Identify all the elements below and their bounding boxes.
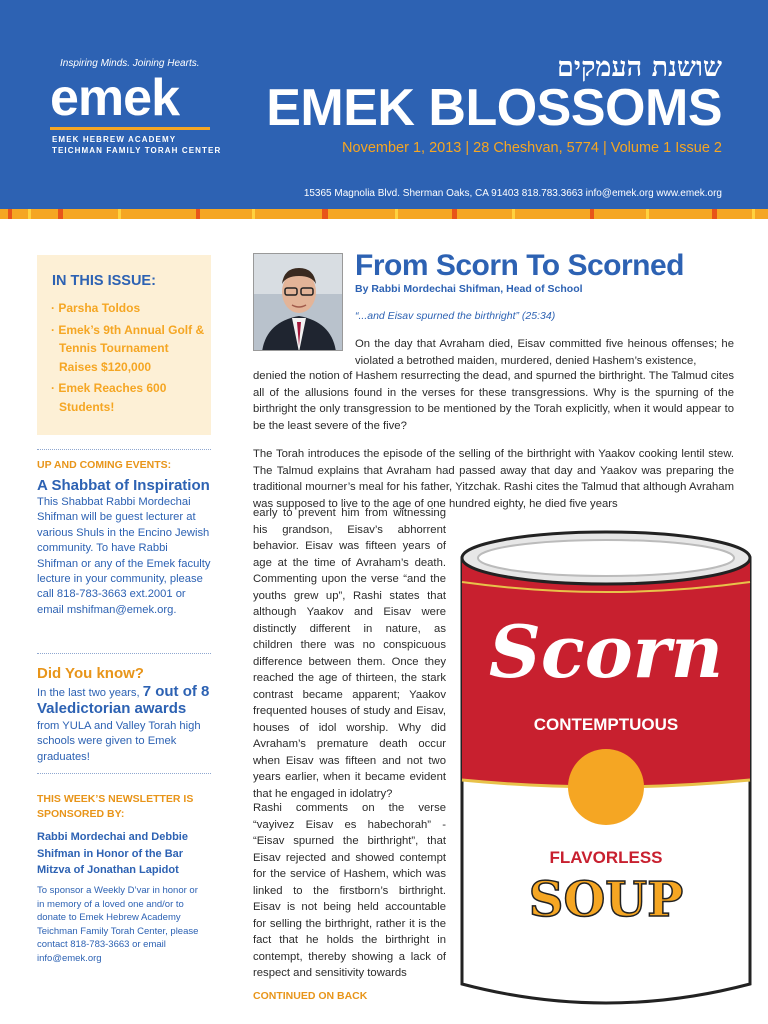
did-you-know-heading: Did You know? bbox=[37, 665, 144, 682]
issue-item: · Emek Reaches 600 Students! bbox=[51, 381, 167, 414]
logo-divider bbox=[50, 127, 210, 130]
stripe-accent bbox=[58, 209, 63, 219]
stripe-accent bbox=[590, 209, 594, 219]
issue-item: · Parsha Toldos bbox=[51, 301, 141, 315]
stripe-accent bbox=[8, 209, 12, 219]
stripe-accent bbox=[712, 209, 717, 219]
stripe-accent bbox=[118, 209, 121, 219]
stripe-accent bbox=[395, 209, 398, 219]
decorative-stripe bbox=[0, 209, 768, 219]
can-lid-inner bbox=[478, 540, 734, 576]
stripe-accent bbox=[252, 209, 255, 219]
did-you-know-rest: from YULA and Valley Torah high schools were given to Emek graduates! bbox=[37, 719, 201, 763]
sponsor-label: THIS WEEK’S NEWSLETTER IS SPONSORED BY: bbox=[37, 793, 194, 820]
stripe-accent bbox=[196, 209, 200, 219]
emek-logo: emek bbox=[50, 69, 179, 127]
article-paragraph: The Torah introduces the episode of the selling of the birthright with Yaakov cooking lentil stew. The Talmud explains that Avraham had passed away that day and Yaakov was preparing the traditional mourner’s meal for his father, Yitzchak. Rashi cites the Talmud that although Avraham was supposed to live to the age of one hundred eighty, he died five years bbox=[253, 448, 734, 510]
can-medallion bbox=[568, 749, 644, 825]
newsletter-title: EMEK BLOSSOMS bbox=[266, 79, 722, 137]
issue-date-line: November 1, 2013 | 28 Cheshvan, 5774 | Volume 1 Issue 2 bbox=[342, 140, 722, 156]
author-portrait-image bbox=[254, 254, 343, 351]
stripe-accent bbox=[322, 209, 328, 219]
sponsor-info: To sponsor a Weekly D’var in honor or in memory of a loved one and/or to donate to Emek Hebrew Academy Teichman Family Torah Center, please contact 818-783-3663 or email info@emek.org bbox=[37, 885, 199, 964]
masthead-banner bbox=[0, 0, 768, 210]
sidebar-divider bbox=[37, 653, 211, 654]
author-photo bbox=[253, 253, 343, 351]
stripe-accent bbox=[512, 209, 515, 219]
stripe-accent bbox=[752, 209, 755, 219]
issue-item: · Emek’s 9th Annual Golf & Tennis Tournament Raises $120,000 bbox=[51, 322, 205, 374]
events-text: This Shabbat Rabbi Mordechai Shifman will be guest lecturer at various Shuls in the Encino Jewish community. To have Rabbi Shifman or any of the Emek faculty lecture in your community, please call 818-783-3663 ext.2001 or email mshifman@emek.org. bbox=[37, 496, 211, 616]
can-flavor: FLAVORLESS bbox=[549, 848, 663, 867]
article-epigraph: “...and Eisav spurned the birthright” (25:34) bbox=[355, 310, 556, 322]
article-title: From Scorn To Scorned bbox=[355, 249, 684, 282]
events-heading: A Shabbat of Inspiration bbox=[37, 477, 210, 494]
can-subtitle: CONTEMPTUOUS bbox=[533, 715, 679, 734]
sidebar-divider bbox=[37, 449, 211, 450]
in-this-issue-list bbox=[51, 299, 207, 419]
sidebar-divider bbox=[37, 773, 211, 774]
stripe-accent bbox=[28, 209, 31, 219]
article-byline: By Rabbi Mordechai Shifman, Head of School bbox=[355, 283, 583, 295]
article-paragraph: early to prevent him from witnessing his grandson, Eisav’s abhorrent behavior. Eisav was fifteen years of age at the time of Avraham’s death. Commenting upon the verse “and the youths grew up”, Rashi states that although Yaakov and Eisav were distinctly different in nature, as children there was no conspicuous difference between them. Once they reached the age of thirteen, the stark contrast became apparent; Yaakov frequented houses of study and Eisav, houses of idol worship. Why did Avraham’s premature death occur when Eisav was fifteen and not two years earlier, when it became evident that he engaged in idolatry? bbox=[253, 507, 446, 800]
events-label: UP AND COMING EVENTS: bbox=[37, 459, 172, 471]
did-you-know-highlight: 7 out of 8 Valedictorian awards bbox=[37, 683, 210, 718]
contact-address-line: 15365 Magnolia Blvd. Sherman Oaks, CA 91403 818.783.3663 info@emek.org www.emek.org bbox=[303, 188, 722, 199]
in-this-issue-title: IN THIS ISSUE: bbox=[52, 273, 156, 289]
article-paragraph: Rashi comments on the verse “vayivez Eisav es habechorah” - “Eisav spurned the birthright”, that Eisav rejected and showed contempt for the service of Hashem, which was linked to the firstborn’s birthright. Eisav is not being held accountable for selling the birthright, rather it is the fact that he holds the birthright in contempt, thereby showing a lack of respect and sensitivity towards bbox=[253, 802, 446, 979]
school-subname: TEICHMAN FAMILY TORAH CENTER bbox=[52, 146, 222, 155]
soup-can-illustration bbox=[456, 522, 756, 1022]
sponsor-text: Rabbi Mordechai and Debbie Shifman in Honor of the Bar Mitzva of Jonathan Lapidot bbox=[37, 831, 188, 876]
can-brand: Scorn bbox=[488, 609, 724, 694]
article-paragraph: denied the notion of Hashem resurrecting the dead, and spurned the birthright. The Talmud cites all of the allusions found in the verses for these transgressions. Why is the spurning of the birthright the only transgression to be mentioned by the Torah explicitly, when it would appear to be the least severe of the five? bbox=[253, 370, 734, 432]
in-this-issue-box bbox=[37, 255, 211, 435]
continued-on-back: CONTINUED ON BACK bbox=[253, 990, 368, 1002]
stripe-accent bbox=[646, 209, 649, 219]
school-name: EMEK HEBREW ACADEMY bbox=[52, 135, 177, 144]
did-you-know-intro: In the last two years, bbox=[37, 687, 143, 699]
can-product: SOUP bbox=[528, 872, 684, 928]
did-you-know-text bbox=[37, 684, 211, 765]
stripe-accent bbox=[452, 209, 457, 219]
article-paragraph: On the day that Avraham died, Eisav committed five heinous offenses; he violated a betrothed maiden, murdered, denied Hashem’s existence, bbox=[355, 338, 734, 367]
school-tagline: Inspiring Minds. Joining Hearts. bbox=[60, 58, 200, 69]
hebrew-title: שושנת העמקים bbox=[557, 52, 722, 83]
